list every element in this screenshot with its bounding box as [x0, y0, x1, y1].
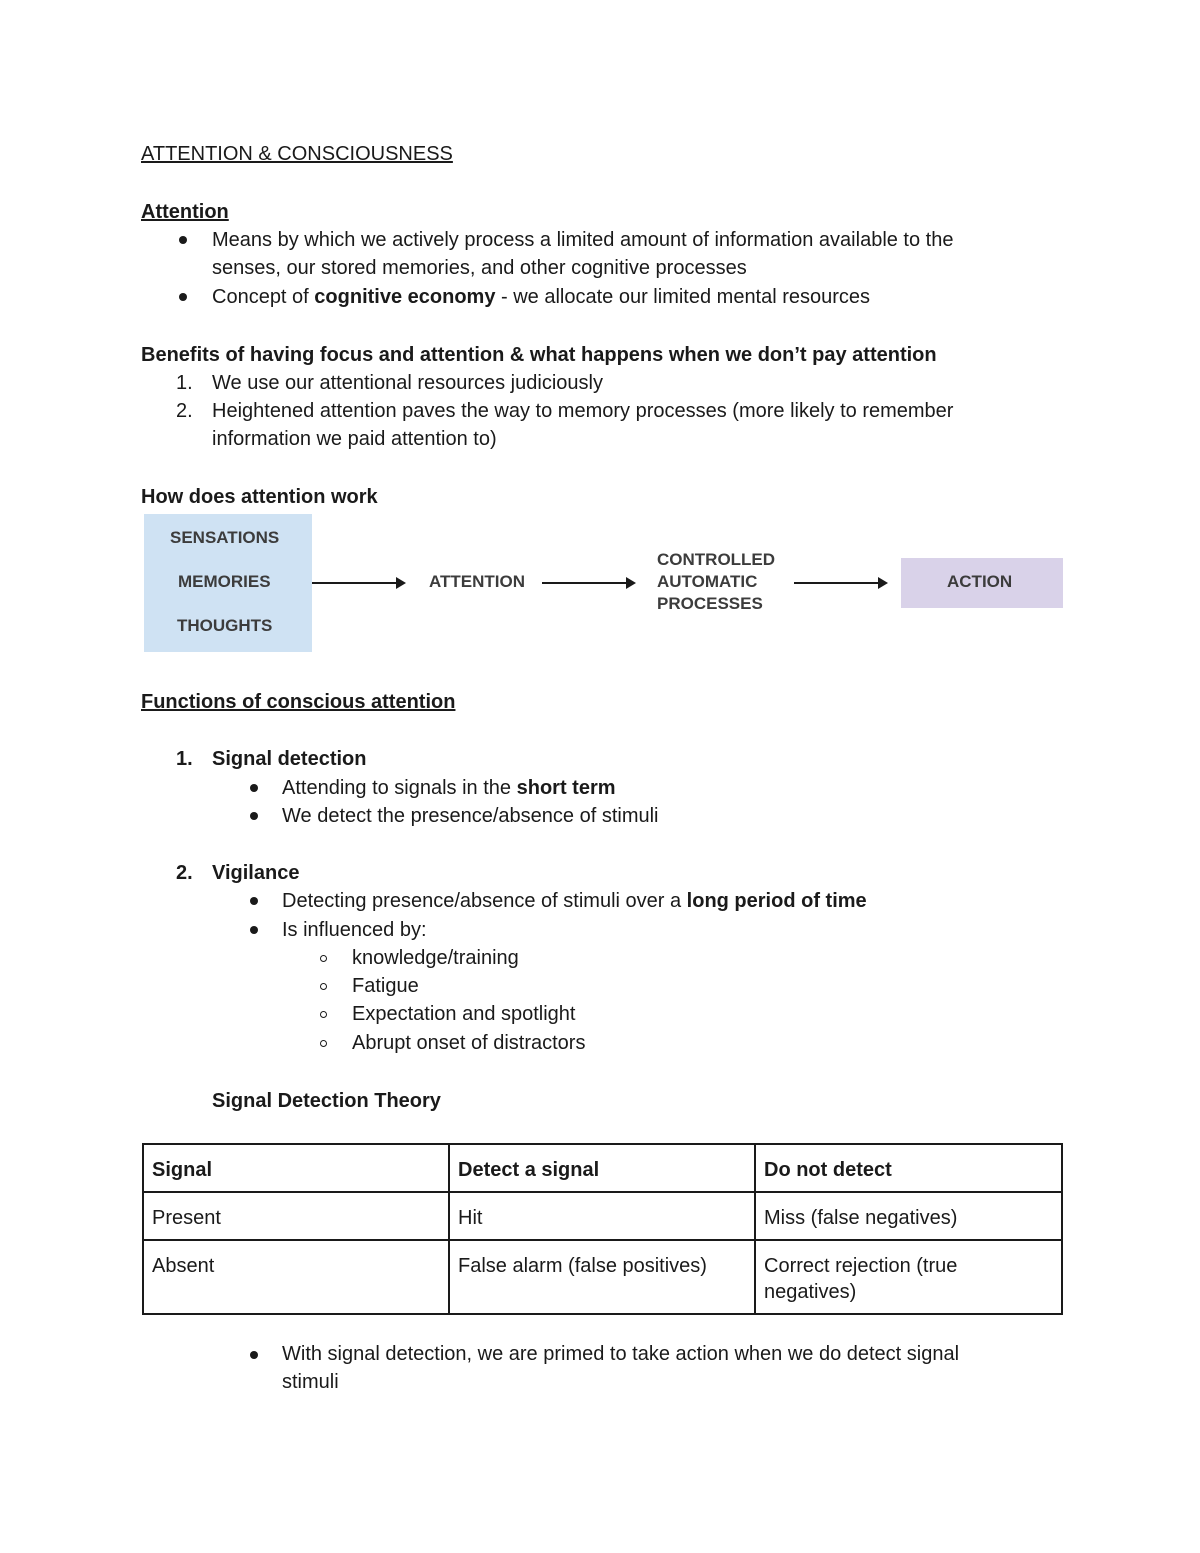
sub-bullet-icon [320, 1011, 327, 1018]
diagram-label-action: ACTION [947, 572, 1013, 591]
attention-heading: Attention [141, 201, 229, 223]
sdt-note-line-1: With signal detection, we are primed to take action when we do detect signal [282, 1343, 960, 1365]
table-cell: Correct rejection (true negatives) [755, 1240, 1062, 1314]
term-short-term: short term [516, 777, 616, 799]
table-header-cell: Do not detect [755, 1144, 1062, 1192]
sdt-heading: Signal Detection Theory [212, 1090, 441, 1112]
text: Detecting presence/absence of stimuli over a [282, 890, 687, 912]
table-row [143, 1192, 1062, 1240]
text: Attending to signals in the [282, 777, 517, 799]
term-long-period: long period of time [686, 890, 867, 912]
attention-bullet-1-line-2: senses, our stored memories, and other cognitive processes [212, 257, 747, 279]
benefits-item-1: We use our attentional resources judiciously [212, 372, 603, 394]
table-cell: Hit [449, 1192, 755, 1240]
function-signal-detection: Signal detection [212, 748, 367, 770]
functions-heading: Functions of conscious attention [141, 691, 456, 713]
arrow-right-icon [794, 582, 886, 584]
list-number: 1. [176, 372, 193, 394]
vigilance-bullet-2: Is influenced by: [282, 919, 427, 941]
list-number: 2. [176, 400, 193, 422]
term-cognitive-economy: cognitive economy [314, 286, 496, 308]
table-cell: Miss (false negatives) [755, 1192, 1062, 1240]
table-cell: Absent [143, 1240, 449, 1314]
list-number: 1. [176, 748, 193, 770]
how-heading: How does attention work [141, 486, 378, 508]
attention-bullet-2 [212, 283, 870, 311]
benefits-item-2-line-2: information we paid attention to) [212, 428, 497, 450]
diagram-label-processes: PROCESSES [657, 594, 763, 613]
bullet-icon [179, 236, 187, 244]
diagram-label-thoughts: THOUGHTS [177, 616, 273, 635]
table-row [143, 1240, 1062, 1314]
arrow-right-icon [312, 582, 404, 584]
bullet-icon [250, 784, 258, 792]
diagram-label-automatic: AUTOMATIC [657, 572, 758, 591]
benefits-heading: Benefits of having focus and attention & what happens when we don’t pay attention [141, 344, 937, 366]
bullet-icon [250, 897, 258, 905]
benefits-item-2-line-1: Heightened attention paves the way to memory processes (more likely to remember [212, 400, 954, 422]
function-vigilance: Vigilance [212, 862, 300, 884]
influence-item: Fatigue [352, 975, 419, 997]
signal-detection-bullet-1 [282, 774, 616, 802]
text: - we allocate our limited mental resources [495, 286, 871, 308]
table-header-cell: Detect a signal [449, 1144, 755, 1192]
diagram-label-sensations: SENSATIONS [170, 528, 280, 547]
influence-item: Abrupt onset of distractors [352, 1032, 586, 1054]
arrow-right-icon [542, 582, 634, 584]
diagram-label-controlled: CONTROLLED [657, 550, 776, 569]
bullet-icon [179, 293, 187, 301]
bullet-icon [250, 926, 258, 934]
table-cell: Present [143, 1192, 449, 1240]
table-header-row [143, 1144, 1062, 1192]
text: Concept of [212, 286, 315, 308]
table-header-cell: Signal [143, 1144, 449, 1192]
signal-detection-table [142, 1143, 1063, 1315]
diagram-label-memories: MEMORIES [178, 572, 271, 591]
list-number: 2. [176, 862, 193, 884]
diagram-label-attention: ATTENTION [429, 572, 526, 591]
sub-bullet-icon [320, 955, 327, 962]
table-cell: False alarm (false positives) [449, 1240, 755, 1314]
vigilance-bullet-1 [282, 887, 867, 915]
bullet-icon [250, 812, 258, 820]
signal-detection-bullet-2: We detect the presence/absence of stimuli [282, 805, 659, 827]
sub-bullet-icon [320, 1040, 327, 1047]
influence-item: knowledge/training [352, 947, 519, 969]
bullet-icon [250, 1351, 258, 1359]
attention-bullet-1-line-1: Means by which we actively process a limited amount of information available to the [212, 229, 954, 251]
page-title: ATTENTION & CONSCIOUSNESS [141, 143, 453, 165]
sub-bullet-icon [320, 983, 327, 990]
sdt-note-line-2: stimuli [282, 1371, 339, 1393]
influence-item: Expectation and spotlight [352, 1003, 576, 1025]
